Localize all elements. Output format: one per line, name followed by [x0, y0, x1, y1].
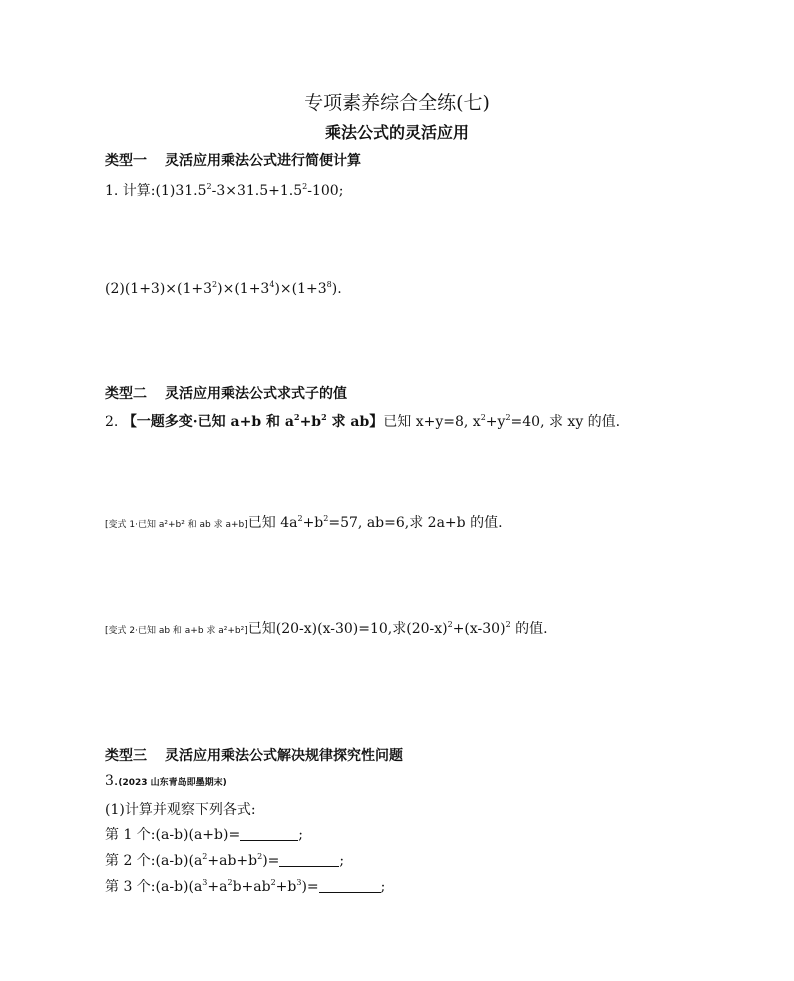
- section-label: 类型三: [105, 748, 147, 764]
- section-label: 类型一: [105, 153, 147, 169]
- question-2-tag: 【一题多变·已知 a+b 和 $a^2+b^2$ 求 ab】: [122, 412, 384, 430]
- question-3-row-1: 第 1 个:(a-b)(a+b)= ;: [105, 827, 303, 843]
- section-title: 灵活应用乘法公式解决规律探究性问题: [165, 748, 403, 764]
- question-3-source: (2023 山东青岛即墨期末): [118, 778, 227, 788]
- variant-1-tag: [变式 1·已知 a²+b² 和 ab 求 a+b]: [105, 520, 248, 530]
- question-3-heading: 3.(2023 山东青岛即墨期末): [105, 773, 227, 789]
- variant-1: [变式 1·已知 a²+b² 和 ab 求 a+b]已知 $4a^2+b^2=57$, ab=6,求 2a+b 的值.: [105, 514, 503, 531]
- section-title: 灵活应用乘法公式进行简便计算: [165, 153, 361, 169]
- page-title: 专项素养综合全练(七): [304, 92, 490, 114]
- answer-blank-2[interactable]: [279, 853, 339, 867]
- section-type1-heading: [105, 150, 361, 170]
- section-label: 类型二: [105, 386, 147, 402]
- answer-blank-1[interactable]: [240, 827, 298, 841]
- question-2: 2. 【一题多变·已知 a+b 和 $a^2+b^2$ 求 ab】已知 x+y=8, $x^2+y^2=40$, 求 xy 的值.: [105, 412, 621, 430]
- question-3-row-3: 第 3 个$:(a-b)(a^3+a^2b+ab^2+b^3)=$ ;: [105, 878, 386, 895]
- answer-blank-3[interactable]: [319, 879, 381, 893]
- variant-2: [变式 2·已知 ab 和 a+b 求 a²+b²]已知(20-x)(x-30)=10,求$(20-x)^2+(x-30)^2$ 的值.: [105, 620, 548, 637]
- question-1-part1: 1. 计算$:(1)31.5^2-3\times 31.5+1.5^2-100$;: [105, 182, 344, 199]
- question-1-part2: $(2)(1+3)\times(1+3^2)\times(1+3^4)\times(1+3^8)$.: [105, 280, 342, 297]
- section-title: 灵活应用乘法公式求式子的值: [165, 386, 347, 402]
- page-subtitle: 乘法公式的灵活应用: [324, 123, 469, 142]
- section-type2-heading: [105, 383, 347, 403]
- question-3-row-2: 第 2 个$:(a-b)(a^2+ab+b^2)=$ ;: [105, 852, 345, 869]
- section-type3-heading: [105, 745, 403, 765]
- question-3-part1: (1)计算并观察下列各式:: [105, 802, 256, 818]
- variant-2-tag: [变式 2·已知 ab 和 a+b 求 a²+b²]: [105, 626, 248, 636]
